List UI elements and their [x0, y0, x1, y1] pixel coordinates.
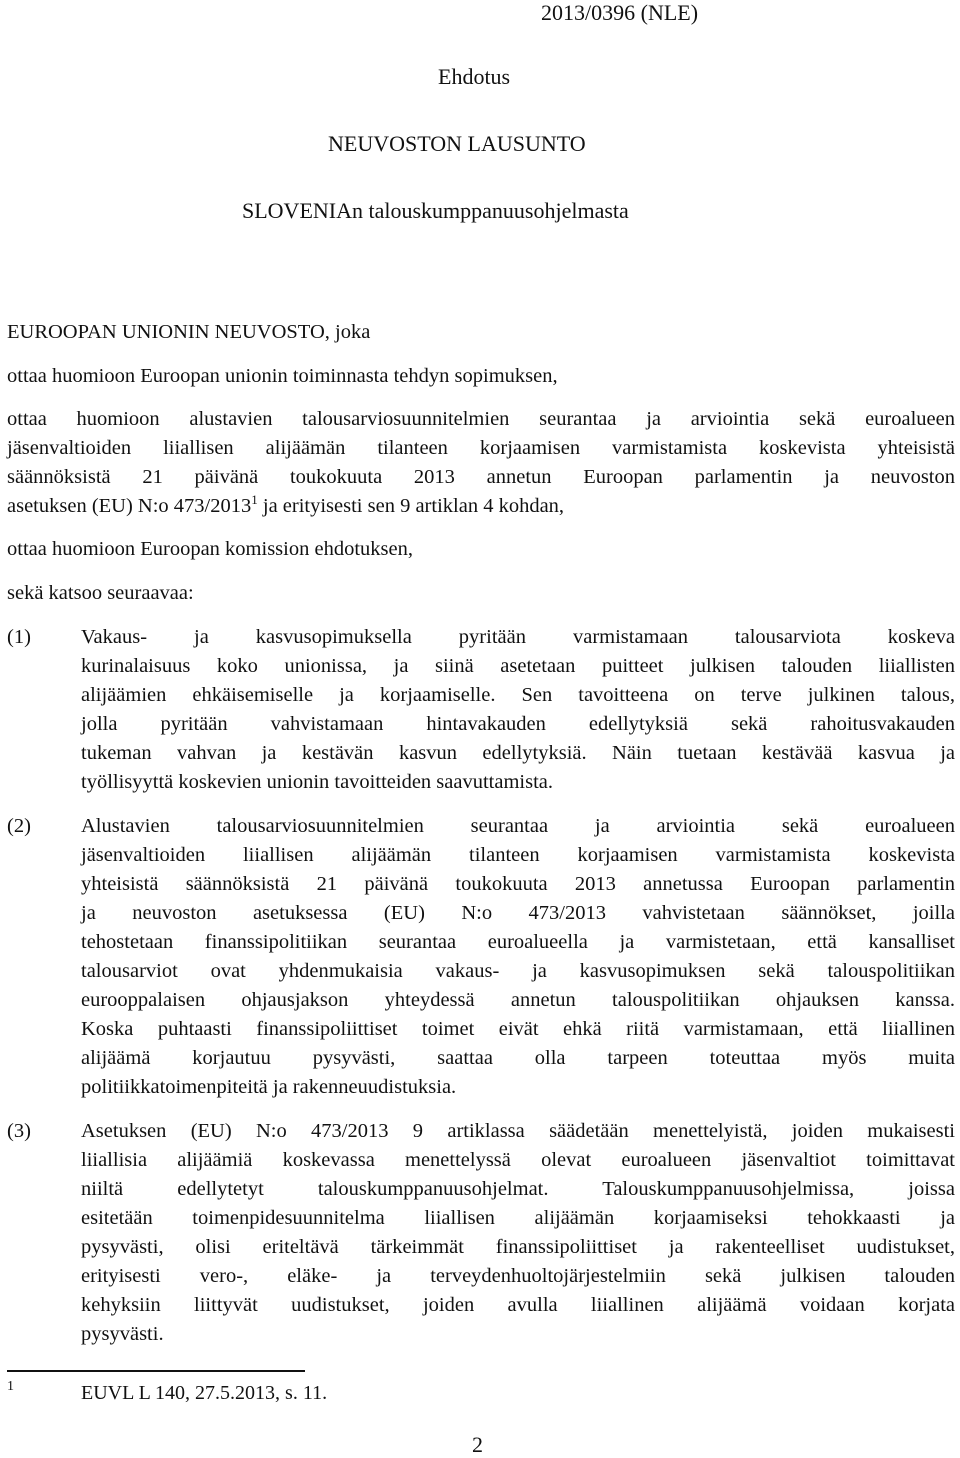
recital-3-line: niiltä edellytetyt talouskumppanuusohjelmat. Talouskumppanuusohjelmissa, joissa: [81, 1178, 955, 1200]
recital-2-line: alijäämä korjautuu pysyvästi, saattaa olla tarpeen toteuttaa myös muita: [81, 1047, 955, 1069]
recital-1-line: tukeman vahvan ja kestävän kasvun edellytyksiä. Näin tuetaan kestävää kasvua ja: [81, 742, 955, 764]
recital-3-line: liiallisia alijäämiä koskevassa menettelyssä olevat euroalueen jäsenvaltiot toimittavat: [81, 1149, 955, 1171]
footnote-mark: 1: [251, 492, 258, 507]
proposal-label: Ehdotus: [438, 64, 511, 89]
document-reference: 2013/0396 (NLE): [541, 0, 699, 25]
recital-3-line: Asetuksen (EU) N:o 473/2013 9 artiklassa säädetään menettelyistä, joiden mukaisesti: [81, 1120, 955, 1142]
preamble-treaty: ottaa huomioon Euroopan unionin toiminnasta tehdyn sopimuksen,: [7, 365, 558, 387]
recital-3-line: esitetään toimenpidesuunnitelma liiallisen alijäämän korjaamiseksi tehokkaasti ja: [81, 1207, 955, 1229]
recital-2-line: politiikkatoimenpiteitä ja rakenneuudistuksia.: [81, 1076, 457, 1098]
preamble-regulation-line: ottaa huomioon alustavien talousarviosuunnitelmien seurantaa ja arviointia sekä euroalueen: [7, 408, 955, 430]
recital-3-line: kehyksiin liittyvät uudistukset, joiden avulla liiallinen alijäämä voidaan korjata: [81, 1294, 955, 1316]
recital-2-line: yhteisistä säännöksistä 21 päivänä toukokuuta 2013 annetussa Euroopan parlamentin: [81, 873, 955, 895]
recital-3-line: erityisesti vero-, eläke- ja terveydenhuoltojärjestelmiin sekä julkisen talouden: [81, 1265, 955, 1287]
preamble-regulation-line: jäsenvaltioiden liiallisen alijäämän tilanteen korjaamisen varmistamista koskevista yhteisistä: [7, 437, 955, 459]
recital-1-line: työllisyyttä koskevien unionin tavoitteiden saavuttamista.: [81, 771, 553, 793]
preamble-council: EUROOPAN UNIONIN NEUVOSTO, joka: [7, 321, 371, 343]
preamble-regulation-line: säännöksistä 21 päivänä toukokuuta 2013 annetun Euroopan parlamentin ja neuvoston: [7, 466, 955, 488]
footnote-separator: [7, 1370, 305, 1372]
regulation-article: ja erityisesti sen 9 artiklan 4 kohdan,: [257, 495, 565, 517]
page-number: 2: [472, 1432, 483, 1457]
preamble-regulation-line: [7, 492, 955, 521]
recital-number: (3): [7, 1120, 31, 1142]
document-title: NEUVOSTON LAUSUNTO: [328, 131, 586, 156]
recital-number: (2): [7, 815, 31, 837]
recital-1-line: Vakaus- ja kasvusopimuksella pyritään varmistamaan talousarviota koskeva: [81, 626, 955, 648]
recital-2-line: talousarviot ovat yhdenmukaisia vakaus- ja kasvusopimuksen sekä talouspolitiikan: [81, 960, 955, 982]
recital-3-line: pysyvästi, olisi eriteltävä tärkeimmät finanssipoliittiset ja rakenteelliset uudistukset,: [81, 1236, 955, 1258]
recital-1-line: kurinalaisuus koko unionissa, ja siinä asetetaan puitteet julkisen talouden liiallisten: [81, 655, 955, 677]
recital-1-line: alijäämien ehkäisemiselle ja korjaamiselle. Sen tavoitteena on terve julkinen talous,: [81, 684, 955, 706]
footnote-text: EUVL L 140, 27.5.2013, s. 11.: [81, 1382, 328, 1404]
recital-1-line: jolla pyritään vahvistamaan hintavakauden edellytyksiä sekä rahoitusvakauden: [81, 713, 955, 735]
document-subtitle: SLOVENIAn talouskumppanuusohjelmasta: [242, 198, 629, 223]
recital-3-line: pysyvästi.: [81, 1323, 164, 1345]
recital-2-line: Koska puhtaasti finanssipoliittiset toimet eivät ehkä riitä varmistamaan, että liiallinen: [81, 1018, 955, 1040]
recital-2-line: jäsenvaltioiden liiallisen alijäämän tilanteen korjaamisen varmistamista koskevista: [81, 844, 955, 866]
preamble-whereas: sekä katsoo seuraavaa:: [7, 582, 194, 604]
recital-2-line: ja neuvoston asetuksessa (EU) N:o 473/2013 vahvistetaan säännökset, joilla: [81, 902, 955, 924]
recital-2-line: eurooppalaisen ohjausjakson yhteydessä annetun talouspolitiikan ohjauksen kanssa.: [81, 989, 955, 1011]
recital-number: (1): [7, 626, 31, 648]
recital-2-line: tehostetaan finanssipolitiikan seurantaa euroalueella ja varmistetaan, että kansalliset: [81, 931, 955, 953]
preamble-commission: ottaa huomioon Euroopan komission ehdotuksen,: [7, 538, 413, 560]
footnote-number: 1: [7, 1379, 14, 1394]
recital-2-line: Alustavien talousarviosuunnitelmien seurantaa ja arviointia sekä euroalueen: [81, 815, 955, 837]
regulation-reference: asetuksen (EU) N:o 473/2013: [7, 495, 252, 517]
